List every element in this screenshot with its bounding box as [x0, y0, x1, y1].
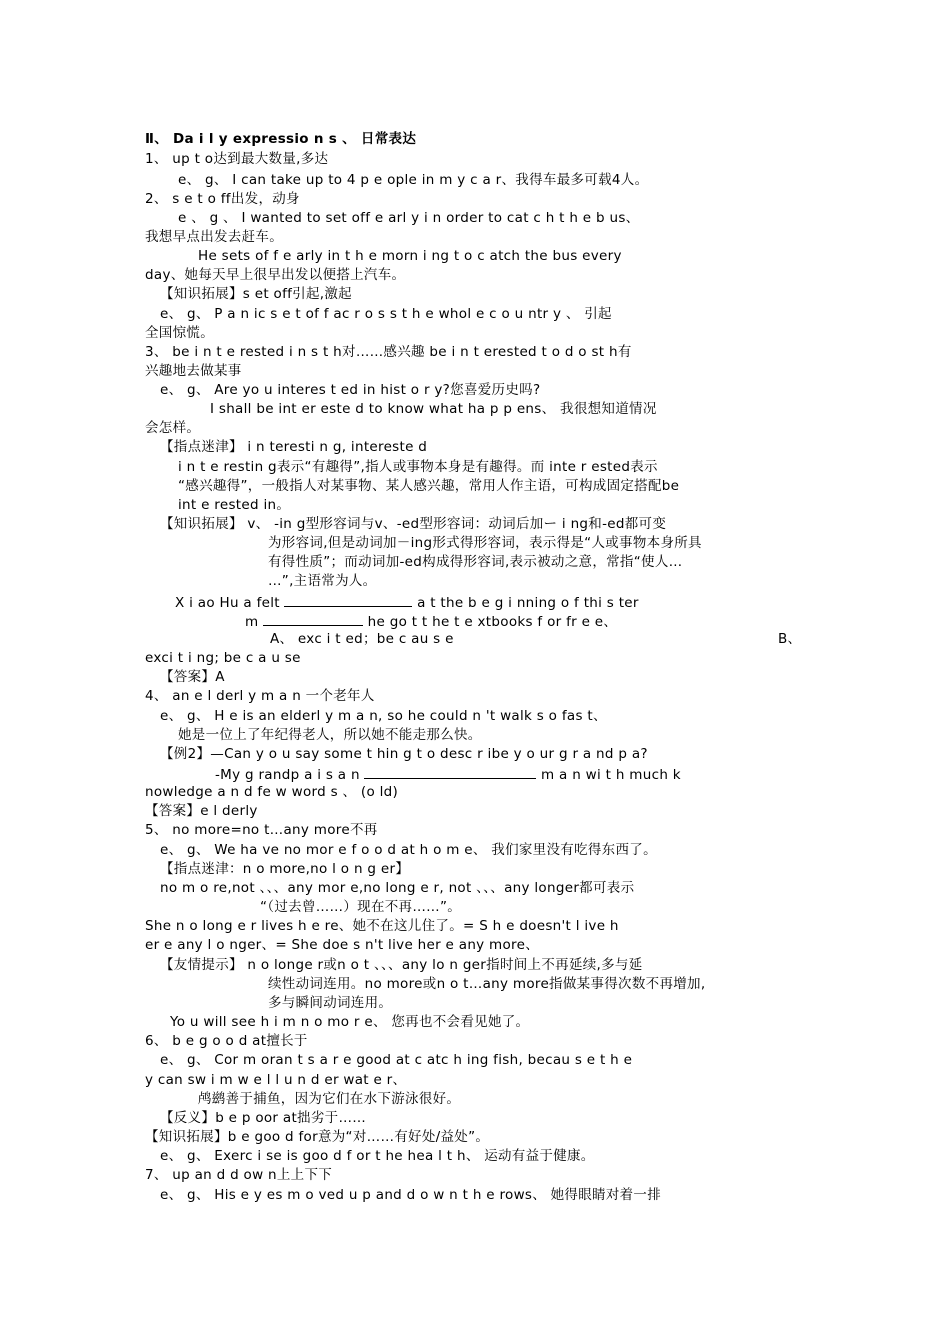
tip-heading: 【指点迷津：n o more,no l o n g er】 — [160, 861, 410, 877]
text-line: no m o re,not 、、、any mor e,no long e r, not 、、、any longer都可表示 — [160, 880, 635, 896]
knowledge-note: 【知识拓展】s et off引起,激起 — [160, 286, 352, 302]
text-line: i n t e restin g表示“有趣得”,指人或事物本身是有趣得。而 inte r ested表示 — [178, 459, 658, 475]
text-line: 续性动词连用。no more或n o t…any more指做某事得次数不再增加, — [268, 976, 706, 992]
example-line: She n o long e r lives h e re、她不在这儿住了。= S h e doesn't l ive h — [145, 918, 619, 934]
text-line: 全国惊慌。 — [145, 325, 214, 341]
example-line: e、 g、 I can take up to 4 p e ople in m y c a r、我得车最多可载4人。 — [178, 172, 649, 188]
answer-blank[interactable] — [284, 592, 412, 607]
example-line: I shall be int er este d to know what ha p p ens、 我很想知道情况 — [210, 401, 657, 417]
example-heading: 【例2】—Can y o u say some t hin g t o desc r ibe y o ur g r a nd p a? — [160, 746, 648, 762]
text-line: 她是一位上了年纪得老人，所以她不能走那么快。 — [178, 727, 482, 743]
text-line: 会怎样。 — [145, 420, 201, 436]
example-line: er e any l o nger、= She doe s n't live her e any more、 — [145, 937, 540, 953]
example-line: e、 g、 His e y es m o ved u p and d o w n t h e rows、 她得眼睛对着一排 — [160, 1187, 662, 1203]
knowledge-note: 【知识拓展】 v、 -in g型形容词与v、-ed型形容词：动词后加ー i ng和-ed都可变 — [160, 516, 667, 532]
answer-blank[interactable] — [263, 611, 363, 626]
option-b-label: B、 — [778, 631, 802, 647]
text-line: 为形容词,但是动词加－ing形式得形容词，表示得是“人或事物本身所具 — [268, 535, 702, 551]
item-heading: 1、 up t o达到最大数量,多达 — [145, 151, 329, 167]
text-line: 有得性质”；而动词加-ed构成得形容词,表示被动之意，常指“使人… — [268, 554, 683, 570]
option-b: exci t i ng; be c a u se — [145, 650, 301, 666]
exercise-text: X i ao Hu a felt — [175, 595, 280, 611]
exercise-text: he go t t he t e xtbooks f or fr e e、 — [367, 614, 618, 630]
option-a: A、 exc i t ed；be c au s e — [270, 631, 454, 647]
text-line: 鸬鹚善于捕鱼，因为它们在水下游泳很好。 — [198, 1091, 461, 1107]
tip-heading: 【指点迷津】 i n teresti n g, intereste d — [160, 439, 428, 455]
exercise-text: m — [245, 614, 259, 630]
text-line: …”,主语常为人。 — [268, 573, 377, 589]
item-heading: 5、 no more=no t…any more不再 — [145, 822, 378, 838]
item-heading: 4、 an e l derl y m a n 一个老年人 — [145, 688, 375, 704]
exercise-text: m a n wi t h much k — [541, 767, 681, 783]
item-heading: 7、 up an d d ow n上上下下 — [145, 1167, 333, 1183]
example-line: e、 g、 Are yo u interes t ed in hist o r y?您喜爱历史吗? — [160, 382, 541, 398]
text-line: nowledge a n d fe w word s 、 (o ld) — [145, 784, 399, 800]
example-line: e、 g、 Cor m oran t s a r e good at c atc h ing fish, becau s e t h e — [160, 1052, 633, 1068]
exercise-text: a t the b e g i nning o f thi s ter — [417, 595, 639, 611]
example-line: e 、 g 、 I wanted to set off e arl y i n order to cat c h t h e b us、 — [178, 210, 640, 226]
example-line: Yo u will see h i m n o mo r e、 您再也不会看见她了。 — [170, 1014, 530, 1030]
example-line: He sets of f e arly in t h e morn i ng t o c atch the bus every — [198, 248, 622, 264]
example-line: e、 g、 We ha ve no mor e f o o d at h o m e、 我们家里没有吃得东西了。 — [160, 842, 657, 858]
knowledge-note: 【知识拓展】b e goo d for意为“对……有好处/益处”。 — [145, 1129, 490, 1145]
text-line: day、她每天早上很早出发以便搭上汽车。 — [145, 267, 406, 283]
answer-line: 【答案】e l derly — [145, 803, 258, 819]
antonym-note: 【反义】b e p oor at拙劣于…… — [160, 1110, 367, 1126]
answer-blank[interactable] — [364, 764, 536, 779]
text-line: “（过去曾……）现在不再……”。 — [260, 899, 462, 915]
exercise-line — [245, 611, 807, 630]
example-line: e、 g、 Exerc i se is goo d f or t he hea l t h、 运动有益于健康。 — [160, 1148, 595, 1164]
exercise-line — [175, 592, 807, 611]
text-line: int e rested in。 — [178, 497, 291, 513]
item-heading: 6、 b e g o o d at擅长于 — [145, 1033, 308, 1049]
text-line: “感兴趣得”，一般指人对某事物、某人感兴趣，常用人作主语，可构成固定搭配be — [178, 478, 680, 494]
exercise-text: -My g randp a i s a n — [215, 767, 360, 783]
example-line: e、 g、 P a n ic s e t of f ac r o s s t h e whol e c o u ntr y 、 引起 — [160, 306, 612, 322]
section-heading: Ⅱ、 Da i l y expressio n s 、 日常表达 — [145, 131, 417, 147]
text-line: 多与瞬间动词连用。 — [268, 995, 393, 1011]
example-line: y can sw i m w e l l u n d er wat e r、 — [145, 1072, 407, 1088]
friendly-tip: 【友情提示】 n o longe r或n o t 、、、any lo n ger指时间上不再延续,多与延 — [160, 957, 643, 973]
item-heading: 3、 be i n t e rested i n s t h对……感兴趣 be i n t erested t o d o st h有 — [145, 344, 632, 360]
example-line: e、 g、 H e is an elderl y m a n, so he could n 't walk s o fas t、 — [160, 708, 607, 724]
text-line: 兴趣地去做某事 — [145, 363, 242, 379]
exercise-line — [215, 764, 807, 783]
answer-line: 【答案】A — [160, 669, 225, 685]
text-line: 我想早点出发去赶车。 — [145, 229, 283, 245]
item-heading: 2、 s e t o ff出发，动身 — [145, 191, 300, 207]
